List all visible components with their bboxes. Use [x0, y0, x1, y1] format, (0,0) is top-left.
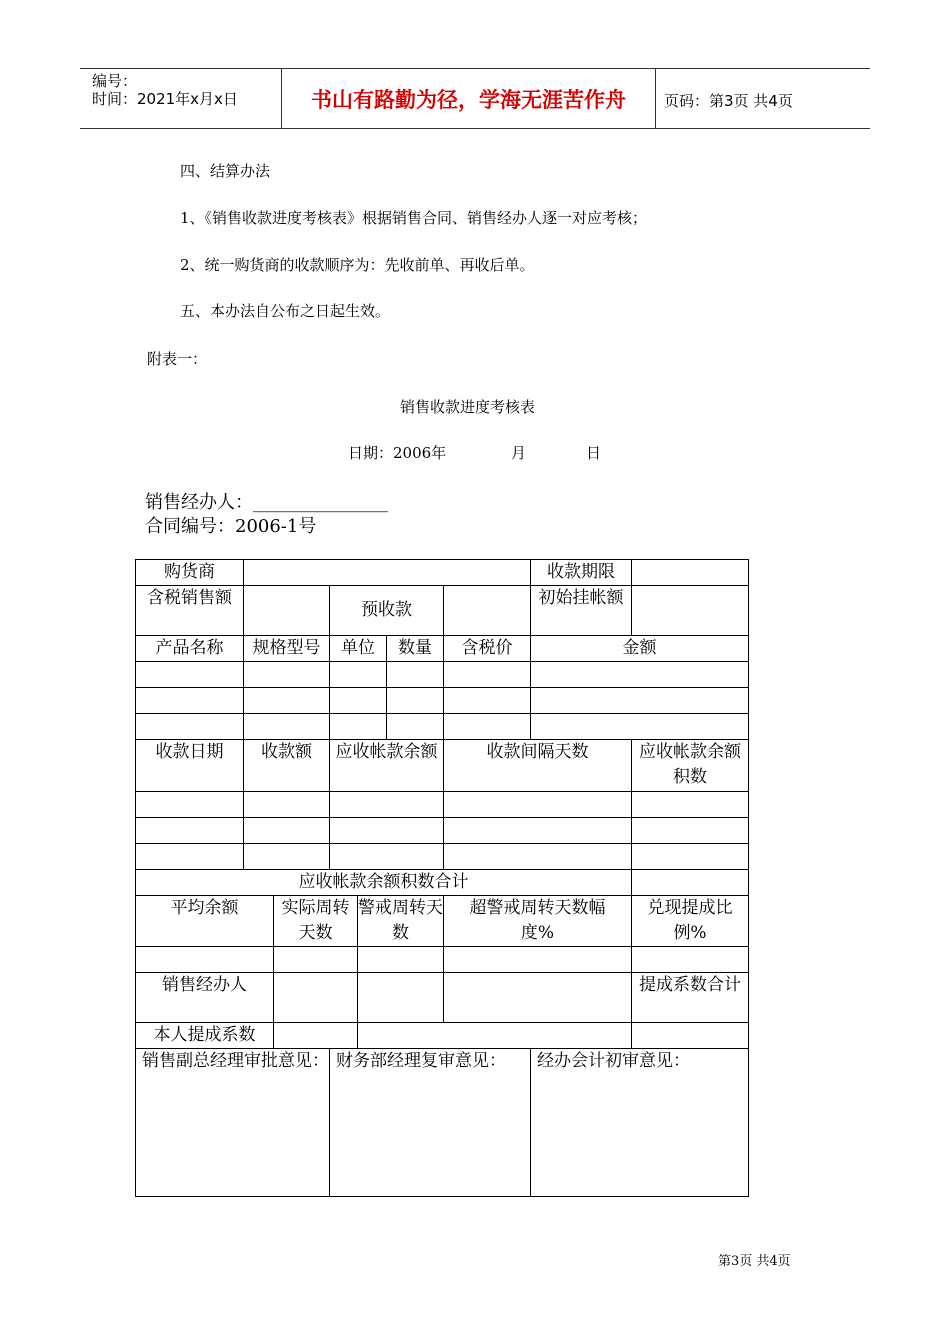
product-cell[interactable]	[136, 662, 244, 688]
collection-cell[interactable]	[330, 792, 444, 818]
header-divider-2	[655, 68, 656, 129]
product-name-header: 产品名称	[136, 636, 244, 662]
initial-credit-field[interactable]	[632, 586, 749, 636]
average-balance-header: 平均余额	[136, 896, 274, 947]
item2: 2、统一购货商的收款顺序为：先收前单、再收后单。	[180, 256, 535, 274]
personal-commission-field[interactable]	[274, 1023, 358, 1049]
collection-cell[interactable]	[136, 818, 244, 844]
prepayment-label: 预收款	[330, 586, 444, 636]
product-row	[136, 662, 749, 688]
table-title: 销售收款进度考核表	[400, 398, 536, 416]
product-cell[interactable]	[531, 714, 749, 740]
accountant-initial-review[interactable]: 经办会计初审意见：	[531, 1049, 749, 1197]
salesperson-field[interactable]	[358, 973, 444, 1023]
salesperson-line: 销售经办人：_______________	[145, 492, 388, 513]
collection-cell[interactable]	[136, 844, 244, 870]
product-row	[136, 688, 749, 714]
day-label: 日	[586, 444, 602, 462]
tax-incl-price-header: 含税价	[444, 636, 531, 662]
section5: 五、本办法自公布之日起生效。	[180, 302, 391, 320]
item1: 1、《销售收款进度考核表》根据销售合同、销售经办人逐一对应考核；	[180, 209, 648, 227]
turnover-cell[interactable]	[444, 947, 632, 973]
collection-row	[136, 844, 749, 870]
serial-label: 编号：	[92, 72, 138, 90]
appendix-label: 附表一：	[147, 350, 208, 368]
collection-date-header: 收款日期	[136, 740, 244, 792]
date-label: 日期：2006年	[348, 444, 447, 462]
header-top-rule	[80, 68, 870, 69]
header-motto: 书山有路勤为径，学海无涯苦作舟	[311, 88, 626, 112]
product-cell[interactable]	[244, 688, 330, 714]
collection-interval-header: 收款间隔天数	[444, 740, 632, 792]
payment-term-field[interactable]	[632, 560, 749, 586]
prepayment-field[interactable]	[444, 586, 531, 636]
spec-model-header: 规格型号	[244, 636, 330, 662]
commission-ratio-header: 兑现提成比例%	[632, 896, 749, 947]
product-cell[interactable]	[444, 688, 531, 714]
contract-number: 合同编号：2006-1号	[145, 516, 317, 537]
turnover-row	[136, 947, 749, 973]
personal-commission-label: 本人提成系数	[136, 1023, 274, 1049]
product-cell[interactable]	[330, 688, 387, 714]
tax-incl-sales-field[interactable]	[244, 586, 330, 636]
vp-sales-approval[interactable]: 销售副总经理审批意见：	[136, 1049, 330, 1197]
alert-turnover-days-header: 警戒周转天数	[358, 896, 444, 947]
receivable-total-label: 应收帐款余额积数合计	[136, 870, 632, 896]
product-cell[interactable]	[444, 662, 531, 688]
product-row	[136, 714, 749, 740]
collection-cell[interactable]	[244, 818, 330, 844]
receivable-total-field[interactable]	[632, 870, 749, 896]
turnover-cell[interactable]	[358, 947, 444, 973]
over-alert-range-header: 超警戒周转天数幅度%	[444, 896, 632, 947]
product-cell[interactable]	[531, 688, 749, 714]
personal-commission-field[interactable]	[632, 1023, 749, 1049]
collection-cell[interactable]	[244, 792, 330, 818]
salesperson-label: 销售经办人	[136, 973, 274, 1023]
month-label: 月	[511, 444, 527, 462]
collection-cell[interactable]	[444, 792, 632, 818]
header-page-number: 页码：第3页 共4页	[664, 92, 793, 110]
product-cell[interactable]	[244, 714, 330, 740]
collection-cell[interactable]	[632, 844, 749, 870]
actual-turnover-days-header: 实际周转天数	[274, 896, 358, 947]
product-cell[interactable]	[387, 688, 444, 714]
product-cell[interactable]	[330, 662, 387, 688]
collection-cell[interactable]	[444, 844, 632, 870]
initial-credit-label: 初始挂帐额	[531, 586, 632, 636]
product-cell[interactable]	[244, 662, 330, 688]
collection-cell[interactable]	[244, 844, 330, 870]
collection-cell[interactable]	[632, 792, 749, 818]
product-cell[interactable]	[444, 714, 531, 740]
amount-header: 金额	[531, 636, 749, 662]
collection-cell[interactable]	[444, 818, 632, 844]
tax-incl-sales-label: 含税销售额	[136, 586, 244, 636]
collection-cell[interactable]	[136, 792, 244, 818]
payment-term-label: 收款期限	[531, 560, 632, 586]
product-cell[interactable]	[531, 662, 749, 688]
unit-header: 单位	[330, 636, 387, 662]
sales-collection-form	[135, 559, 749, 1197]
receivable-balance-product-header: 应收帐款余额积数	[632, 740, 749, 792]
receivable-balance-header: 应收帐款余额	[330, 740, 444, 792]
collection-cell[interactable]	[632, 818, 749, 844]
commission-total-label: 提成系数合计	[632, 973, 749, 1023]
collection-cell[interactable]	[330, 818, 444, 844]
buyer-label: 购货商	[136, 560, 244, 586]
product-cell[interactable]	[387, 662, 444, 688]
product-cell[interactable]	[136, 714, 244, 740]
collection-row	[136, 818, 749, 844]
quantity-header: 数量	[387, 636, 444, 662]
turnover-cell[interactable]	[136, 947, 274, 973]
collection-row	[136, 792, 749, 818]
salesperson-field[interactable]	[444, 973, 632, 1023]
turnover-cell[interactable]	[632, 947, 749, 973]
product-cell[interactable]	[387, 714, 444, 740]
collection-amount-header: 收款额	[244, 740, 330, 792]
header-date: 时间：2021年x月x日	[92, 90, 238, 108]
personal-commission-field[interactable]	[358, 1023, 632, 1049]
product-cell[interactable]	[330, 714, 387, 740]
salesperson-field[interactable]	[274, 973, 358, 1023]
turnover-cell[interactable]	[274, 947, 358, 973]
header-bottom-rule	[80, 128, 870, 129]
footer-page-number: 第3页 共4页	[718, 1254, 791, 1269]
collection-cell[interactable]	[330, 844, 444, 870]
buyer-field[interactable]	[244, 560, 531, 586]
finance-manager-review[interactable]: 财务部经理复审意见：	[330, 1049, 531, 1197]
section4-title: 四、结算办法	[180, 162, 271, 180]
product-cell[interactable]	[136, 688, 244, 714]
